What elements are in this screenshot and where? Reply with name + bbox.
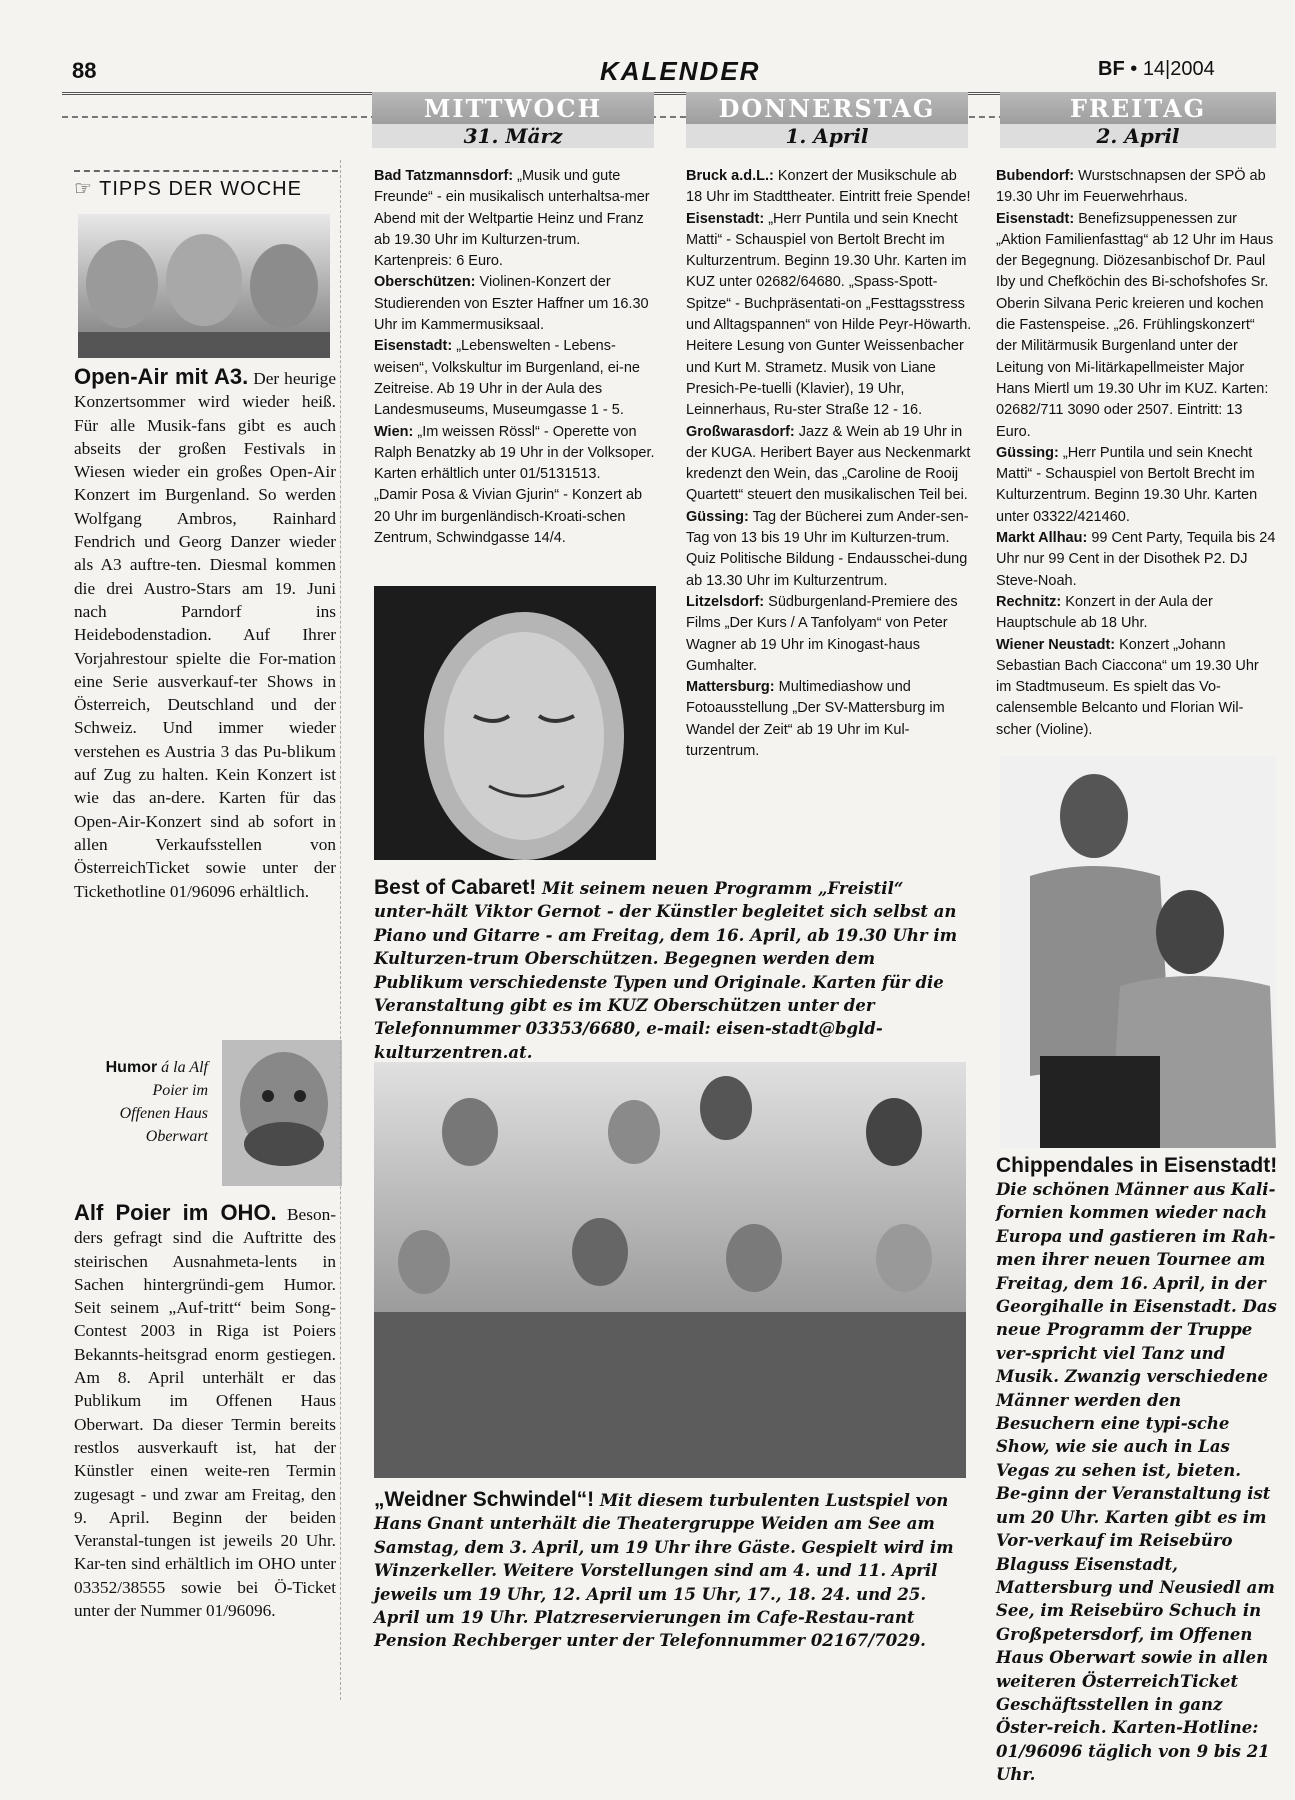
listing-text: „Lebenswelten - Lebens-weisen“, Volkskultur im Burgenland, ei-ne Zeitreise. Ab 19 Uhr in der Aula des Landesmuseums, Museumgasse 1 - 5. — [374, 338, 640, 419]
listing-item — [374, 422, 660, 486]
alf-headline: Alf Poier im OHO. — [74, 1200, 277, 1225]
listing-item — [686, 549, 972, 592]
listing-text: Konzert in der Aula der Hauptschule ab 18 Uhr. — [996, 593, 1213, 632]
listing-place: Rechnitz: — [996, 593, 1062, 610]
listing-item — [686, 507, 972, 550]
listing-text: „Herr Puntila und sein Knecht Matti“ - Schauspiel von Bertolt Brecht im Kulturzentrum. Beginn 19.30 Uhr. Karten im KUZ unter 02682/64680. „Spass-Spott-Spitze“ - Buchpräsentati-on „Festtagsstress und Alltagspannen“ von Hilde Peyr-Höwarth. Heitere Lesung von Gunter Weissenbacher und Kurt M. Strametz. Musik von Liane Presich-Pe-tuelli (Klavier), 19 Uhr, Leinnerhaus, Ru-ster Straße 12 - 16. — [686, 210, 972, 419]
day-header-donnerstag — [686, 92, 968, 148]
chippendales-photo — [1000, 756, 1276, 1148]
a3-article — [74, 364, 336, 903]
listing-item — [996, 592, 1278, 635]
humor-line: Oberwart — [145, 1128, 208, 1145]
day-header-mittwoch — [372, 92, 654, 148]
tipps-title: TIPPS DER WOCHE — [99, 178, 302, 200]
issue-separator: • — [1130, 58, 1138, 80]
issue-info — [1098, 58, 1215, 81]
listing-item — [374, 336, 660, 421]
listing-item — [686, 422, 972, 507]
weidner-article — [374, 1488, 966, 1653]
chippendales-body: Die schönen Männer aus Kali-fornien kommen wieder nach Europa und gastieren im Rah-men ihrer neuen Tournee am Freitag, dem 16. April, in der Georgihalle in Eisenstadt. Das neue Programm der Truppe ver-spricht viel Tanz und Musik. Zwanzig verschiedene Männer werden den Besuchern eine typi-sche Show, wie sie auch in Las Vegas zu sehen ist, bieten. Be-ginn der Veranstaltung ist um 20 Uhr. Karten gibt es im Vor-verkauf im Reisebüro Blaguss Eisenstadt, Mattersburg und Neusiedl am See, im Reisebüro Schuch in Großpetersdorf, im Offenen Haus Oberwart sowie in allen weiteren ÖsterreichTicket Geschäftsstellen in ganz Öster-reich. Karten-Hotline: 01/96096 täglich von 9 bis 21 Uhr. — [996, 1180, 1277, 1785]
humor-line: Offenen Haus — [119, 1105, 208, 1122]
listing-item — [374, 485, 660, 549]
a3-body: Der heurige Konzertsommer wird wieder heiß. Für alle Musik-fans gibt es auch abseits der großen Festivals in Wiesen wieder ein großes Open-Air Konzert im Burgenland. So werden Wolfgang Ambros, Rainhard Fendrich und Georg Danzer wieder als A3 auftre-ten. Diesmal kommen die drei Austro-Stars am 19. Juni nach Parndorf ins Heidebodenstadion. Auf Ihrer Vorjahrestour spielte die For-mation eine Serie ausverkauf-ter Shows in Österreich, Deutschland und der Schweiz. Und immer wieder verstehen es Austria 3 das Pu-blikum auf Zug zu halten. Kein Konzert ist wie das an-dere. Karten für das Open-Air-Konzert sind ab sofort in allen Verkaufsstellen von ÖsterreichTicket sowie unter der Tickethotline 01/96096 erhältlich. — [74, 369, 336, 901]
listing-place: Markt Allhau: — [996, 530, 1088, 547]
listing-place: Oberschützen: — [374, 274, 476, 291]
listing-place: Bad Tatzmannsdorf: — [374, 168, 514, 184]
listing-item — [996, 635, 1278, 741]
listing-text: Violinen-Konzert der Studierenden von Eszter Haffner um 16.30 Uhr im Kammermusiksaal. — [374, 274, 649, 334]
listing-place: Eisenstadt: — [374, 338, 453, 355]
issue-number: 14|2004 — [1142, 58, 1215, 80]
column-divider — [340, 160, 341, 1700]
page-number: 88 — [72, 58, 97, 83]
listing-item — [996, 528, 1278, 592]
chippendales-article — [996, 1154, 1278, 1787]
listing-text: Quiz Politische Bildung - Endausschei-dung ab 13.30 Uhr im Kulturzentrum. — [686, 551, 968, 589]
listing-item — [374, 272, 660, 336]
listing-place: Güssing: — [996, 444, 1059, 461]
alf-poier-photo — [222, 1040, 342, 1186]
listing-text: Wurstschnapsen der SPÖ ab 19.30 Uhr im Feuerwehrhaus. — [996, 168, 1266, 206]
a3-headline: Open-Air mit A3. — [74, 364, 249, 389]
listing-text: 99 Cent Party, Tequila bis 24 Uhr nur 99 Cent in der Disothek P2. DJ Steve-Noah. — [996, 530, 1276, 589]
alf-body: Beson-ders gefragt sind die Auftritte des steirischen Ausnahmeta-lents in Sachen hintergründi-gem Humor. Seit seinem „Auf-tritt“ beim Song-Contest 2003 in Riga ist Poiers Bekannts-heitsgrad enorm gestiegen. Am 8. April unterhält er das Publikum im Offenen Haus Oberwart. Da dieser Termin bereits restlos ausverkauft ist, hat der Künstler einen weite-ren Termin zugesagt - und zwar am Freitag, den 9. April. Beginn der beiden Veranstal-tungen ist jeweils 20 Uhr. Kar-ten sind erhältlich im OHO unter 03352/38555 sowie bei Ö-Ticket unter der Nummer 01/96096. — [74, 1205, 336, 1621]
listing-text: „Musik und gute Freunde“ - ein musikalisch unterhaltsa-mer Abend mit der Weltpartie Heinz und Franz ab 19.30 Uhr im Kulturzen-trum. Kartenpreis: 6 Euro. — [374, 168, 650, 270]
listing-text: Tag der Bücherei zum Ander-sen-Tag von 13 bis 19 Uhr im Kulturzen-trum. — [686, 508, 969, 547]
listing-item — [996, 166, 1278, 209]
alf-article — [74, 1200, 336, 1622]
humor-line: Poier im — [152, 1082, 208, 1099]
publication-name: BF — [1098, 58, 1125, 80]
a3-photo — [78, 214, 330, 358]
theatergruppe-photo — [374, 1062, 966, 1478]
listing-place: Bubendorf: — [996, 168, 1075, 184]
cabaret-article — [374, 876, 966, 1064]
day-name: DONNERSTAG — [718, 94, 936, 123]
day-date: 1. April — [686, 124, 968, 148]
humor-line: á la Alf — [161, 1059, 208, 1076]
listing-text: „Im weissen Rössl“ - Operette von Ralph Benatzky ab 19 Uhr in der Volksoper. Karten erhältlich unter 01/5131513. — [374, 423, 655, 483]
listing-place: Wiener Neustadt: — [996, 636, 1116, 653]
listing-place: Bruck a.d.L.: — [686, 168, 774, 184]
chippendales-headline: Chippendales in Eisenstadt! — [996, 1154, 1278, 1177]
listing-item — [686, 166, 972, 209]
listing-item — [686, 592, 972, 677]
donnerstag-listings — [686, 166, 972, 762]
listing-item — [686, 677, 972, 762]
listing-item — [996, 443, 1278, 528]
freitag-listings — [996, 166, 1278, 741]
mittwoch-listings — [374, 166, 660, 549]
listing-item — [374, 166, 660, 272]
cabaret-headline: Best of Cabaret! — [374, 876, 537, 899]
weidner-headline: „Weidner Schwindel“! — [374, 1488, 595, 1511]
listing-item — [686, 209, 972, 422]
listing-place: Mattersburg: — [686, 679, 775, 696]
listing-text: „Herr Puntila und sein Knecht Matti“ - Schauspiel von Bertolt Brecht im Kulturzentrum. Beginn 19.30 Uhr. Karten unter 03322/421460. — [996, 444, 1258, 525]
listing-text: „Damir Posa & Vivian Gjurin“ - Konzert ab 20 Uhr im burgenländisch-Kroati-schen Zentrum, Schwindgasse 14/4. — [374, 487, 643, 547]
listing-item — [996, 209, 1278, 443]
humor-bold: Humor — [105, 1059, 158, 1076]
pointing-hand-icon: ☞ — [74, 178, 93, 200]
section-title: KALENDER — [600, 56, 761, 86]
listing-text: Konzert „Johann Sebastian Bach Ciaccona“ um 19.30 Uhr im Stadtmuseum. Es spielt das Vo-calensemble Belcanto und Florian Wil-scher (Violine). — [996, 636, 1259, 738]
listing-place: Eisenstadt: — [686, 210, 765, 227]
listing-text: Benefizsuppenessen zur „Aktion Familienfasttag“ ab 12 Uhr im Haus der Begegnung. Diözesanbischof Dr. Paul Iby und Chefköchin des Bi-schofshofes Sr. Oberin Silvana Peric kreieren und kochen die Fastenspeise. „26. Frühlingskonzert“ der Militärmusik Burgenland unter der Leitung von Mi-litärkapellmeister Major Hans Miertl um 19.30 Uhr im KUZ. Karten: 02682/711 3090 oder 2507. Eintritt: 13 Euro. — [996, 210, 1274, 440]
day-date: 2. April — [1000, 124, 1276, 148]
day-name: FREITAG — [1069, 94, 1207, 123]
viktor-gernot-photo — [374, 586, 656, 860]
listing-text: Konzert der Musikschule ab 18 Uhr im Stadttheater. Eintritt freie Spende! — [686, 168, 971, 206]
listing-place: Güssing: — [686, 508, 749, 525]
humor-caption — [74, 1056, 208, 1148]
listing-place: Eisenstadt: — [996, 210, 1075, 227]
cabaret-body: Mit seinem neuen Programm „Freistil“ unter-hält Viktor Gernot - der Künstler begleitet sich selbst an Piano und Gitarre - am Freitag, dem 16. April, ab 19.30 Uhr im Kulturzen-trum Oberschützen. Begegnen werden dem Publikum verschiedenste Typen und Originale. Karten für die Veranstaltung gibt es im KUZ Oberschützen unter der Telefonnummer 03353/6680, e-mail: eisen-stadt@bgld-kulturzentren.at. — [374, 879, 958, 1062]
weidner-body: Mit diesem turbulenten Lustspiel von Hans Gnant unterhält die Theatergruppe Weiden am See am Samstag, dem 3. April, um 19 Uhr ihre Gäste. Gespielt wird im Winzerkeller. Weitere Vorstellungen sind am 4. und 11. April jeweils um 19 Uhr, 12. April um 15 Uhr, 17., 18. 24. und 25. April um 19 Uhr. Platzreservierungen im Cafe-Restau-rant Pension Rechberger unter der Telefonnummer 02167/7029. — [374, 1491, 954, 1651]
day-name: MITTWOCH — [423, 94, 603, 123]
tipps-header — [74, 170, 338, 201]
listing-text: Jazz & Wein ab 19 Uhr in der KUGA. Heribert Bayer aus Neckenmarkt kredenzt den Wein, das „Caroline de Rooij Quartett“ steuert den musikalischen Teil bei. — [686, 423, 971, 504]
day-header-freitag — [1000, 92, 1276, 148]
day-date: 31. März — [372, 124, 654, 148]
listing-text: Multimediashow und Fotoausstellung „Der SV-Mattersburg im Wandel der Zeit“ ab 19 Uhr im Kul-turzentrum. — [686, 679, 945, 760]
listing-place: Litzelsdorf: — [686, 593, 765, 610]
listing-text: Südburgenland-Premiere des Films „Der Kurs / A Tanfolyam“ von Peter Wagner ab 19 Uhr im Kinogast-haus Gumhalter. — [686, 593, 958, 674]
listing-place: Wien: — [374, 423, 414, 440]
listing-place: Großwarasdorf: — [686, 423, 795, 440]
